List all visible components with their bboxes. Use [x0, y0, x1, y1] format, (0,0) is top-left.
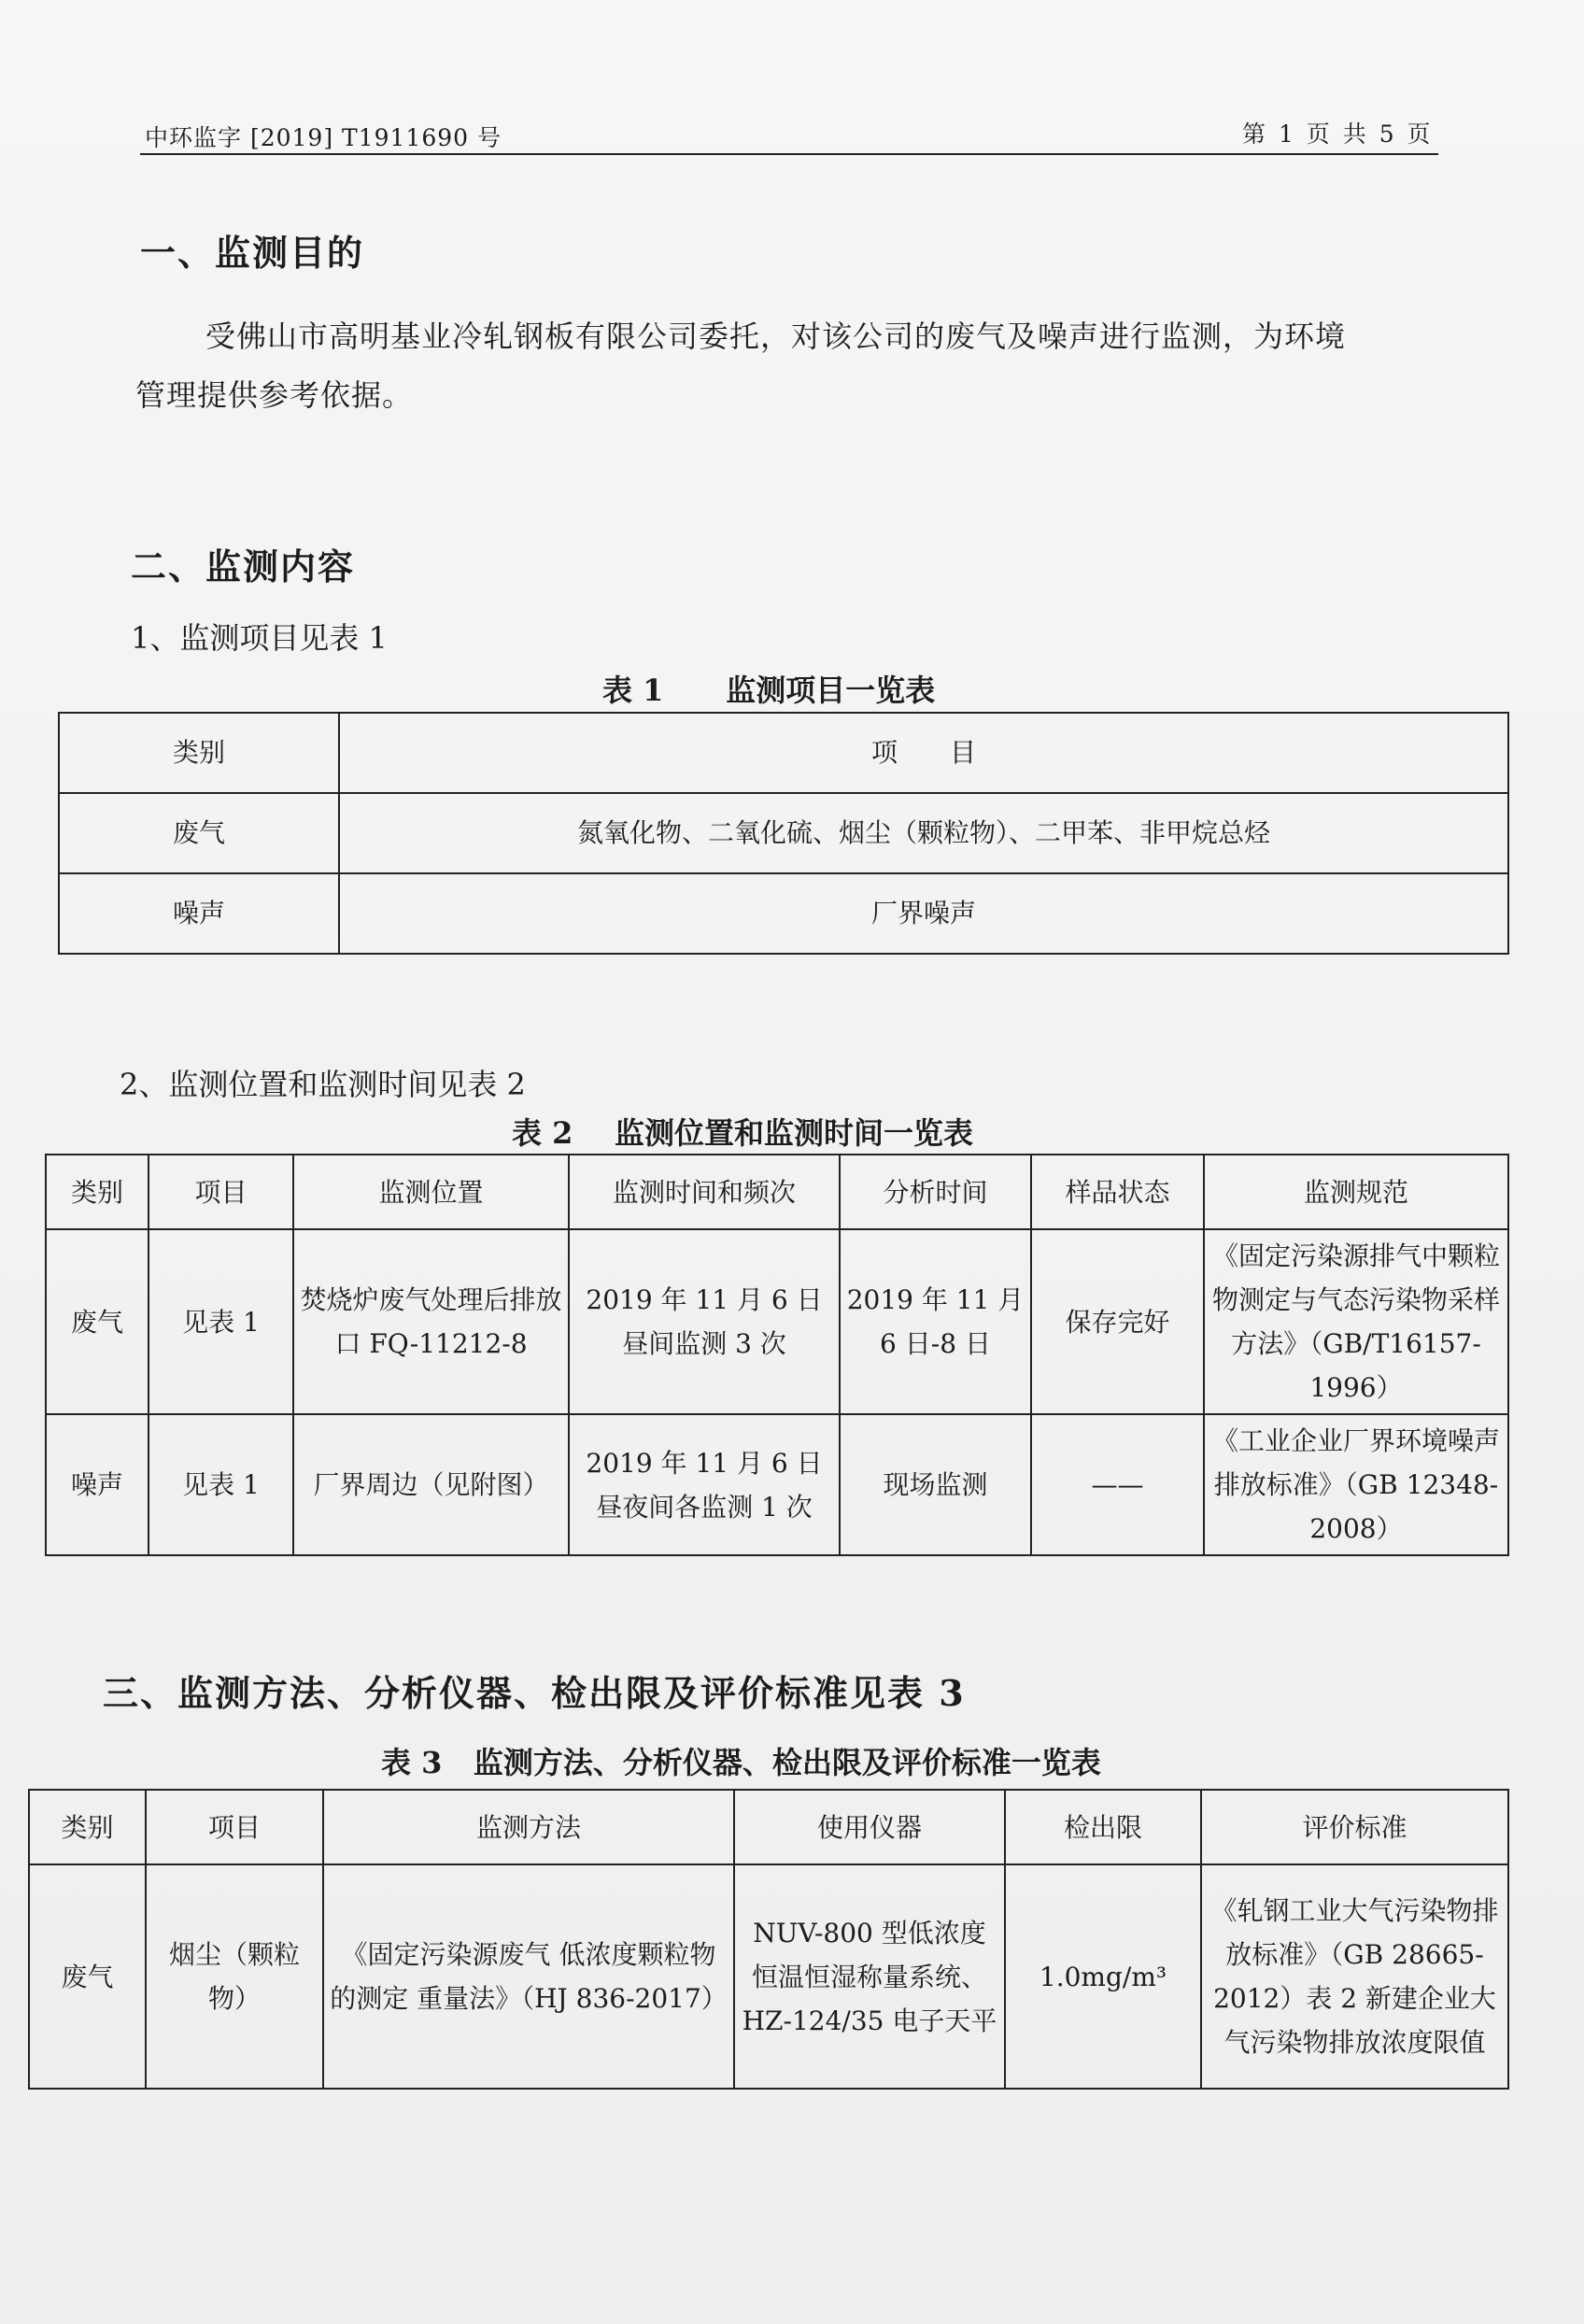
table1-cell: 废气 — [59, 793, 339, 873]
table2-header-row — [46, 1155, 1508, 1229]
table3-caption: 表 3 监测方法、分析仪器、检出限及评价标准一览表 — [381, 1745, 1101, 1780]
table2-caption: 表 2 监测位置和监测时间一览表 — [512, 1115, 973, 1151]
table2-header-cell: 类别 — [46, 1155, 148, 1229]
table3-cell: 烟尘（颗粒物） — [146, 1864, 323, 2089]
table1-header-cell: 类别 — [59, 713, 339, 793]
table-row — [46, 1229, 1508, 1414]
table2-header-cell: 分析时间 — [840, 1155, 1031, 1229]
table3-cell: 《轧钢工业大气污染物排放标准》（GB 28665-2012）表 2 新建企业大气污染物排放浓度限值 — [1201, 1864, 1508, 2089]
section2-sub2: 2、监测位置和监测时间见表 2 — [120, 1067, 526, 1102]
table-row — [46, 1414, 1508, 1555]
table1-cell: 氮氧化物、二氧化硫、烟尘（颗粒物）、二甲苯、非甲烷总烃 — [339, 793, 1508, 873]
table1-header-cell: 项 目 — [339, 713, 1508, 793]
table3-header-cell: 项目 — [146, 1790, 323, 1864]
section2-sub1: 1、监测项目见表 1 — [131, 620, 388, 656]
table3-header-cell: 使用仪器 — [734, 1790, 1005, 1864]
table2-cell: —— — [1031, 1414, 1204, 1555]
table2-cell: 见表 1 — [148, 1414, 293, 1555]
table3-cell: 《固定污染源废气 低浓度颗粒物的测定 重量法》（HJ 836-2017） — [323, 1864, 734, 2089]
page-indicator: 第 1 页 共 5 页 — [1242, 120, 1434, 148]
section1-title: 一、监测目的 — [140, 232, 365, 274]
section3-title: 三、监测方法、分析仪器、检出限及评价标准见表 3 — [103, 1672, 966, 1714]
table3-header-cell: 评价标准 — [1201, 1790, 1508, 1864]
table3-header-cell: 监测方法 — [323, 1790, 734, 1864]
table2-cell: 2019 年 11 月 6 日昼夜间各监测 1 次 — [569, 1414, 840, 1555]
table2-cell: 焚烧炉废气处理后排放口 FQ-11212-8 — [293, 1229, 569, 1414]
table3-header-cell: 类别 — [29, 1790, 146, 1864]
table1-caption: 表 1 监测项目一览表 — [602, 673, 936, 708]
table2-cell: 厂界周边（见附图） — [293, 1414, 569, 1555]
section2-title: 二、监测内容 — [131, 546, 356, 588]
table2-header-cell: 样品状态 — [1031, 1155, 1204, 1229]
table3-cell: 废气 — [29, 1864, 146, 2089]
section1-body-line1: 受佛山市高明基业冷轧钢板有限公司委托，对该公司的废气及噪声进行监测，为环境 — [205, 319, 1347, 354]
table3-header-cell: 检出限 — [1005, 1790, 1201, 1864]
table1 — [58, 712, 1509, 955]
table2-cell: 2019 年 11 月 6 日昼间监测 3 次 — [569, 1229, 840, 1414]
table2-cell: 现场监测 — [840, 1414, 1031, 1555]
table2-cell: 2019 年 11 月 6 日-8 日 — [840, 1229, 1031, 1414]
table2-cell: 废气 — [46, 1229, 148, 1414]
document-number: 中环监字 [2019] T1911690 号 — [145, 124, 502, 151]
table3-cell: 1.0mg/m³ — [1005, 1864, 1201, 2089]
table2-cell: 噪声 — [46, 1414, 148, 1555]
table3-cell: NUV-800 型低浓度恒温恒湿称量系统、HZ-124/35 电子天平 — [734, 1864, 1005, 2089]
table-row — [29, 1864, 1508, 2089]
table2-header-cell: 监测时间和频次 — [569, 1155, 840, 1229]
table3-header-row — [29, 1790, 1508, 1864]
table1-header-row — [59, 713, 1508, 793]
table2-header-cell: 监测规范 — [1204, 1155, 1508, 1229]
table2-cell: 《固定污染源排气中颗粒物测定与气态污染物采样方法》（GB/T16157-1996） — [1204, 1229, 1508, 1414]
table2-cell: 保存完好 — [1031, 1229, 1204, 1414]
section1-body-line2: 管理提供参考依据。 — [135, 377, 414, 413]
table2-header-cell: 项目 — [148, 1155, 293, 1229]
table1-cell: 厂界噪声 — [339, 873, 1508, 954]
table-row — [59, 873, 1508, 954]
table1-cell: 噪声 — [59, 873, 339, 954]
table2-cell: 《工业企业厂界环境噪声排放标准》（GB 12348-2008） — [1204, 1414, 1508, 1555]
header-divider — [140, 153, 1438, 155]
table2 — [45, 1154, 1509, 1556]
table2-header-cell: 监测位置 — [293, 1155, 569, 1229]
table3 — [28, 1789, 1509, 2090]
table2-cell: 见表 1 — [148, 1229, 293, 1414]
table-row — [59, 793, 1508, 873]
